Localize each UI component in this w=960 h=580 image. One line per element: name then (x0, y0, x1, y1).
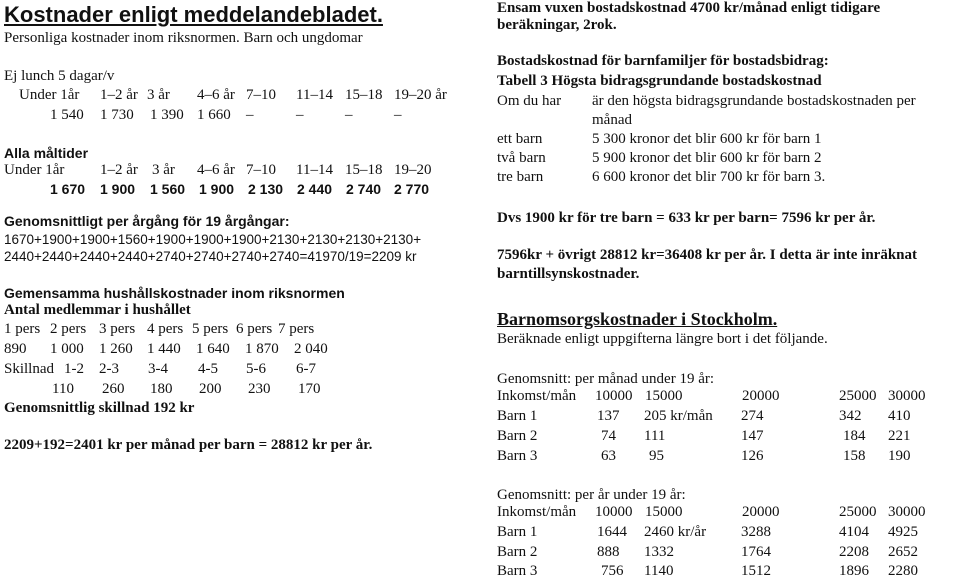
age-cell: 4–6 år (197, 162, 235, 178)
lunch-heading: Ej lunch 5 dagar/v (4, 68, 115, 84)
persons-cell: 3 pers (99, 321, 136, 337)
cost-cell: 1 440 (147, 341, 181, 357)
single-adult-housing-line: Ensam vuxen bostadskostnad 4700 kr/månad enligt tidigare (497, 0, 881, 16)
age-cell: 1–2 år (100, 87, 138, 103)
housing-table (497, 93, 957, 193)
age-cell: 11–14 (296, 87, 333, 103)
table-cell: 126 (741, 448, 764, 464)
lunch-value-row (0, 107, 470, 127)
table-cell: 2280 (888, 563, 918, 579)
housing-table-heading: Tabell 3 Högsta bidragsgrundande bostadskostnad (497, 73, 822, 89)
table-cell: 25000 (839, 504, 877, 520)
table-cell: 190 (888, 448, 911, 464)
table-cell: 30000 (888, 388, 926, 404)
table-cell: 1644 (597, 524, 627, 540)
lunch-age-row (0, 87, 470, 107)
table-cell: 274 (741, 408, 764, 424)
household-heading: Gemensamma hushållskostnader inom riksnormen (4, 285, 345, 301)
table-cell: 30000 (888, 504, 926, 520)
childcare-subheading: Beräknade enligt uppgifterna längre bort i det följande. (497, 331, 828, 347)
cost-cell: 1 870 (245, 341, 279, 357)
diff-range-cell: 4-5 (198, 361, 218, 377)
average-formula-line: 2440+2440+2440+2440+2740+2740+2740+2740=41970/19=2209 kr (4, 249, 417, 264)
table-cell: 1140 (644, 563, 674, 579)
age-cell: 1–2 år (100, 162, 138, 178)
age-cell: 19–20 år (394, 87, 447, 103)
age-cell: 19–20 (394, 162, 432, 178)
all-meals-value-row (0, 181, 470, 201)
diff-value-cell: 260 (102, 381, 125, 397)
value-cell: 1 540 (50, 107, 84, 123)
table-cell: Barn 3 (497, 563, 538, 579)
table-row (497, 408, 957, 427)
household-persons-row (0, 321, 470, 341)
single-adult-housing-line: beräkningar, 2rok. (497, 17, 617, 33)
value-cell: 2 740 (346, 181, 382, 197)
table-cell: 25000 (839, 388, 877, 404)
table-cell: 10000 (595, 388, 633, 404)
persons-cell: 4 pers (147, 321, 184, 337)
housing-row-label: tre barn (497, 169, 544, 185)
persons-cell: 7 pers (278, 321, 315, 337)
table-cell: 888 (597, 544, 620, 560)
housing-row-text: är den högsta bidragsgrundande bostadskostnaden per (592, 93, 916, 109)
age-cell: 7–10 (246, 87, 276, 103)
age-cell: 4–6 år (197, 87, 235, 103)
table-row (497, 504, 957, 523)
persons-cell: 2 pers (50, 321, 87, 337)
housing-row-text: 6 600 kronor det blir 700 kr för barn 3. (592, 169, 826, 185)
table-cell: 184 (843, 428, 866, 444)
table-cell: Inkomst/mån (497, 388, 577, 404)
diff-range-cell: 5-6 (246, 361, 266, 377)
table-cell: 4925 (888, 524, 918, 540)
table-cell: 1332 (644, 544, 674, 560)
childcare-heading: Barnomsorgskostnader i Stockholm. (497, 309, 778, 329)
household-cost-row (0, 341, 470, 361)
household-diff-range-row (0, 361, 470, 381)
value-cell: 1 670 (50, 181, 86, 197)
housing-row-text: 5 300 kronor det blir 600 kr för barn 1 (592, 131, 822, 147)
table-cell: 95 (649, 448, 664, 464)
average-heading: Genomsnittligt per årgång för 19 årgångar: (4, 213, 290, 229)
yearly-heading: Genomsnitt: per år under 19 år: (497, 487, 686, 503)
table-cell: 2652 (888, 544, 918, 560)
table-cell: Barn 1 (497, 408, 538, 424)
average-formula-line: 1670+1900+1900+1560+1900+1900+1900+2130+2130+2130+2130+ (4, 232, 422, 247)
table-cell: 158 (843, 448, 866, 464)
value-cell: 2 440 (297, 181, 333, 197)
page-subtitle: Personliga kostnader inom riksnormen. Barn och ungdomar (4, 30, 363, 46)
table-cell: 20000 (742, 388, 780, 404)
table-cell: 756 (601, 563, 624, 579)
age-cell: 7–10 (246, 162, 276, 178)
diff-value-cell: 110 (52, 381, 74, 397)
page-title: Kostnader enligt meddelandebladet. (4, 2, 383, 27)
age-cell: 3 år (147, 87, 170, 103)
diff-value-cell: 180 (150, 381, 173, 397)
value-cell: 1 390 (150, 107, 184, 123)
value-cell: 1 730 (100, 107, 134, 123)
total-per-child: 2209+192=2401 kr per månad per barn = 28812 kr per år. (4, 437, 373, 453)
cost-cell: 890 (4, 341, 27, 357)
table-row (497, 544, 957, 563)
table-cell: 4104 (839, 524, 869, 540)
cost-cell: 1 000 (50, 341, 84, 357)
table-cell: 2208 (839, 544, 869, 560)
housing-row-label: Om du har (497, 93, 562, 109)
value-cell: – (246, 107, 254, 123)
value-cell: 2 130 (248, 181, 284, 197)
housing-row-label: ett barn (497, 131, 543, 147)
value-cell: 1 560 (150, 181, 186, 197)
all-meals-age-row (0, 162, 470, 182)
age-cell: 15–18 (345, 162, 383, 178)
diff-value-cell: 170 (298, 381, 321, 397)
table-row (497, 524, 957, 543)
age-cell: Under 1år (19, 87, 80, 103)
diff-value-cell: 200 (199, 381, 222, 397)
household-members-heading: Antal medlemmar i hushållet (4, 302, 191, 318)
table-cell: Barn 3 (497, 448, 538, 464)
table-cell: 410 (888, 408, 911, 424)
total-sum-line: barntillsynskostnader. (497, 266, 640, 282)
table-row (497, 563, 957, 577)
monthly-heading: Genomsnitt: per månad under 19 år: (497, 371, 715, 387)
all-meals-heading: Alla måltider (4, 145, 89, 161)
table-cell: 10000 (595, 504, 633, 520)
table-cell: 205 kr/mån (644, 408, 713, 424)
diff-label: Skillnad (4, 361, 55, 377)
persons-cell: 6 pers (236, 321, 273, 337)
table-cell: 137 (597, 408, 620, 424)
household-diff-value-row (0, 381, 470, 401)
table-cell: 3288 (741, 524, 771, 540)
table-cell: Barn 1 (497, 524, 538, 540)
table-cell: 147 (741, 428, 764, 444)
housing-per-child-line: Dvs 1900 kr för tre barn = 633 kr per barn= 7596 kr per år. (497, 210, 876, 226)
value-cell: 2 770 (394, 181, 430, 197)
table-cell: Barn 2 (497, 544, 538, 560)
cost-cell: 2 040 (294, 341, 328, 357)
diff-range-cell: 3-4 (148, 361, 168, 377)
table-cell: 20000 (742, 504, 780, 520)
monthly-table (497, 388, 957, 468)
value-cell: – (345, 107, 353, 123)
table-cell: 1512 (741, 563, 771, 579)
persons-cell: 5 pers (192, 321, 229, 337)
housing-row-label: två barn (497, 150, 546, 166)
table-cell: 2460 kr/år (644, 524, 707, 540)
housing-row-text: månad (592, 112, 632, 128)
value-cell: 1 900 (100, 181, 136, 197)
diff-range-cell: 2-3 (99, 361, 119, 377)
age-cell: 15–18 (345, 87, 383, 103)
value-cell: – (394, 107, 402, 123)
age-cell: Under 1år (4, 162, 65, 178)
table-cell: Inkomst/mån (497, 504, 577, 520)
table-cell: 74 (601, 428, 616, 444)
total-sum-line: 7596kr + övrigt 28812 kr=36408 kr per år. I detta är inte inräknat (497, 247, 918, 263)
yearly-table (497, 504, 957, 577)
diff-range-cell: 1-2 (64, 361, 84, 377)
diff-value-cell: 230 (248, 381, 271, 397)
value-cell: 1 900 (199, 181, 235, 197)
table-cell: 63 (601, 448, 616, 464)
table-row (497, 388, 957, 407)
persons-cell: 1 pers (4, 321, 41, 337)
diff-range-cell: 6-7 (296, 361, 316, 377)
table-cell: 1896 (839, 563, 869, 579)
table-cell: Barn 2 (497, 428, 538, 444)
table-cell: 15000 (645, 388, 683, 404)
table-cell: 15000 (645, 504, 683, 520)
average-difference: Genomsnittlig skillnad 192 kr (4, 400, 195, 416)
table-cell: 111 (644, 428, 666, 444)
table-cell: 342 (839, 408, 862, 424)
table-cell: 1764 (741, 544, 771, 560)
value-cell: 1 660 (197, 107, 231, 123)
age-cell: 11–14 (296, 162, 333, 178)
table-row (497, 428, 957, 447)
table-row (497, 448, 957, 467)
value-cell: – (296, 107, 304, 123)
table-cell: 221 (888, 428, 911, 444)
housing-row-text: 5 900 kronor det blir 600 kr för barn 2 (592, 150, 822, 166)
age-cell: 3 år (152, 162, 175, 178)
housing-heading: Bostadskostnad för barnfamiljer för bostadsbidrag: (497, 53, 829, 69)
cost-cell: 1 260 (99, 341, 133, 357)
cost-cell: 1 640 (196, 341, 230, 357)
